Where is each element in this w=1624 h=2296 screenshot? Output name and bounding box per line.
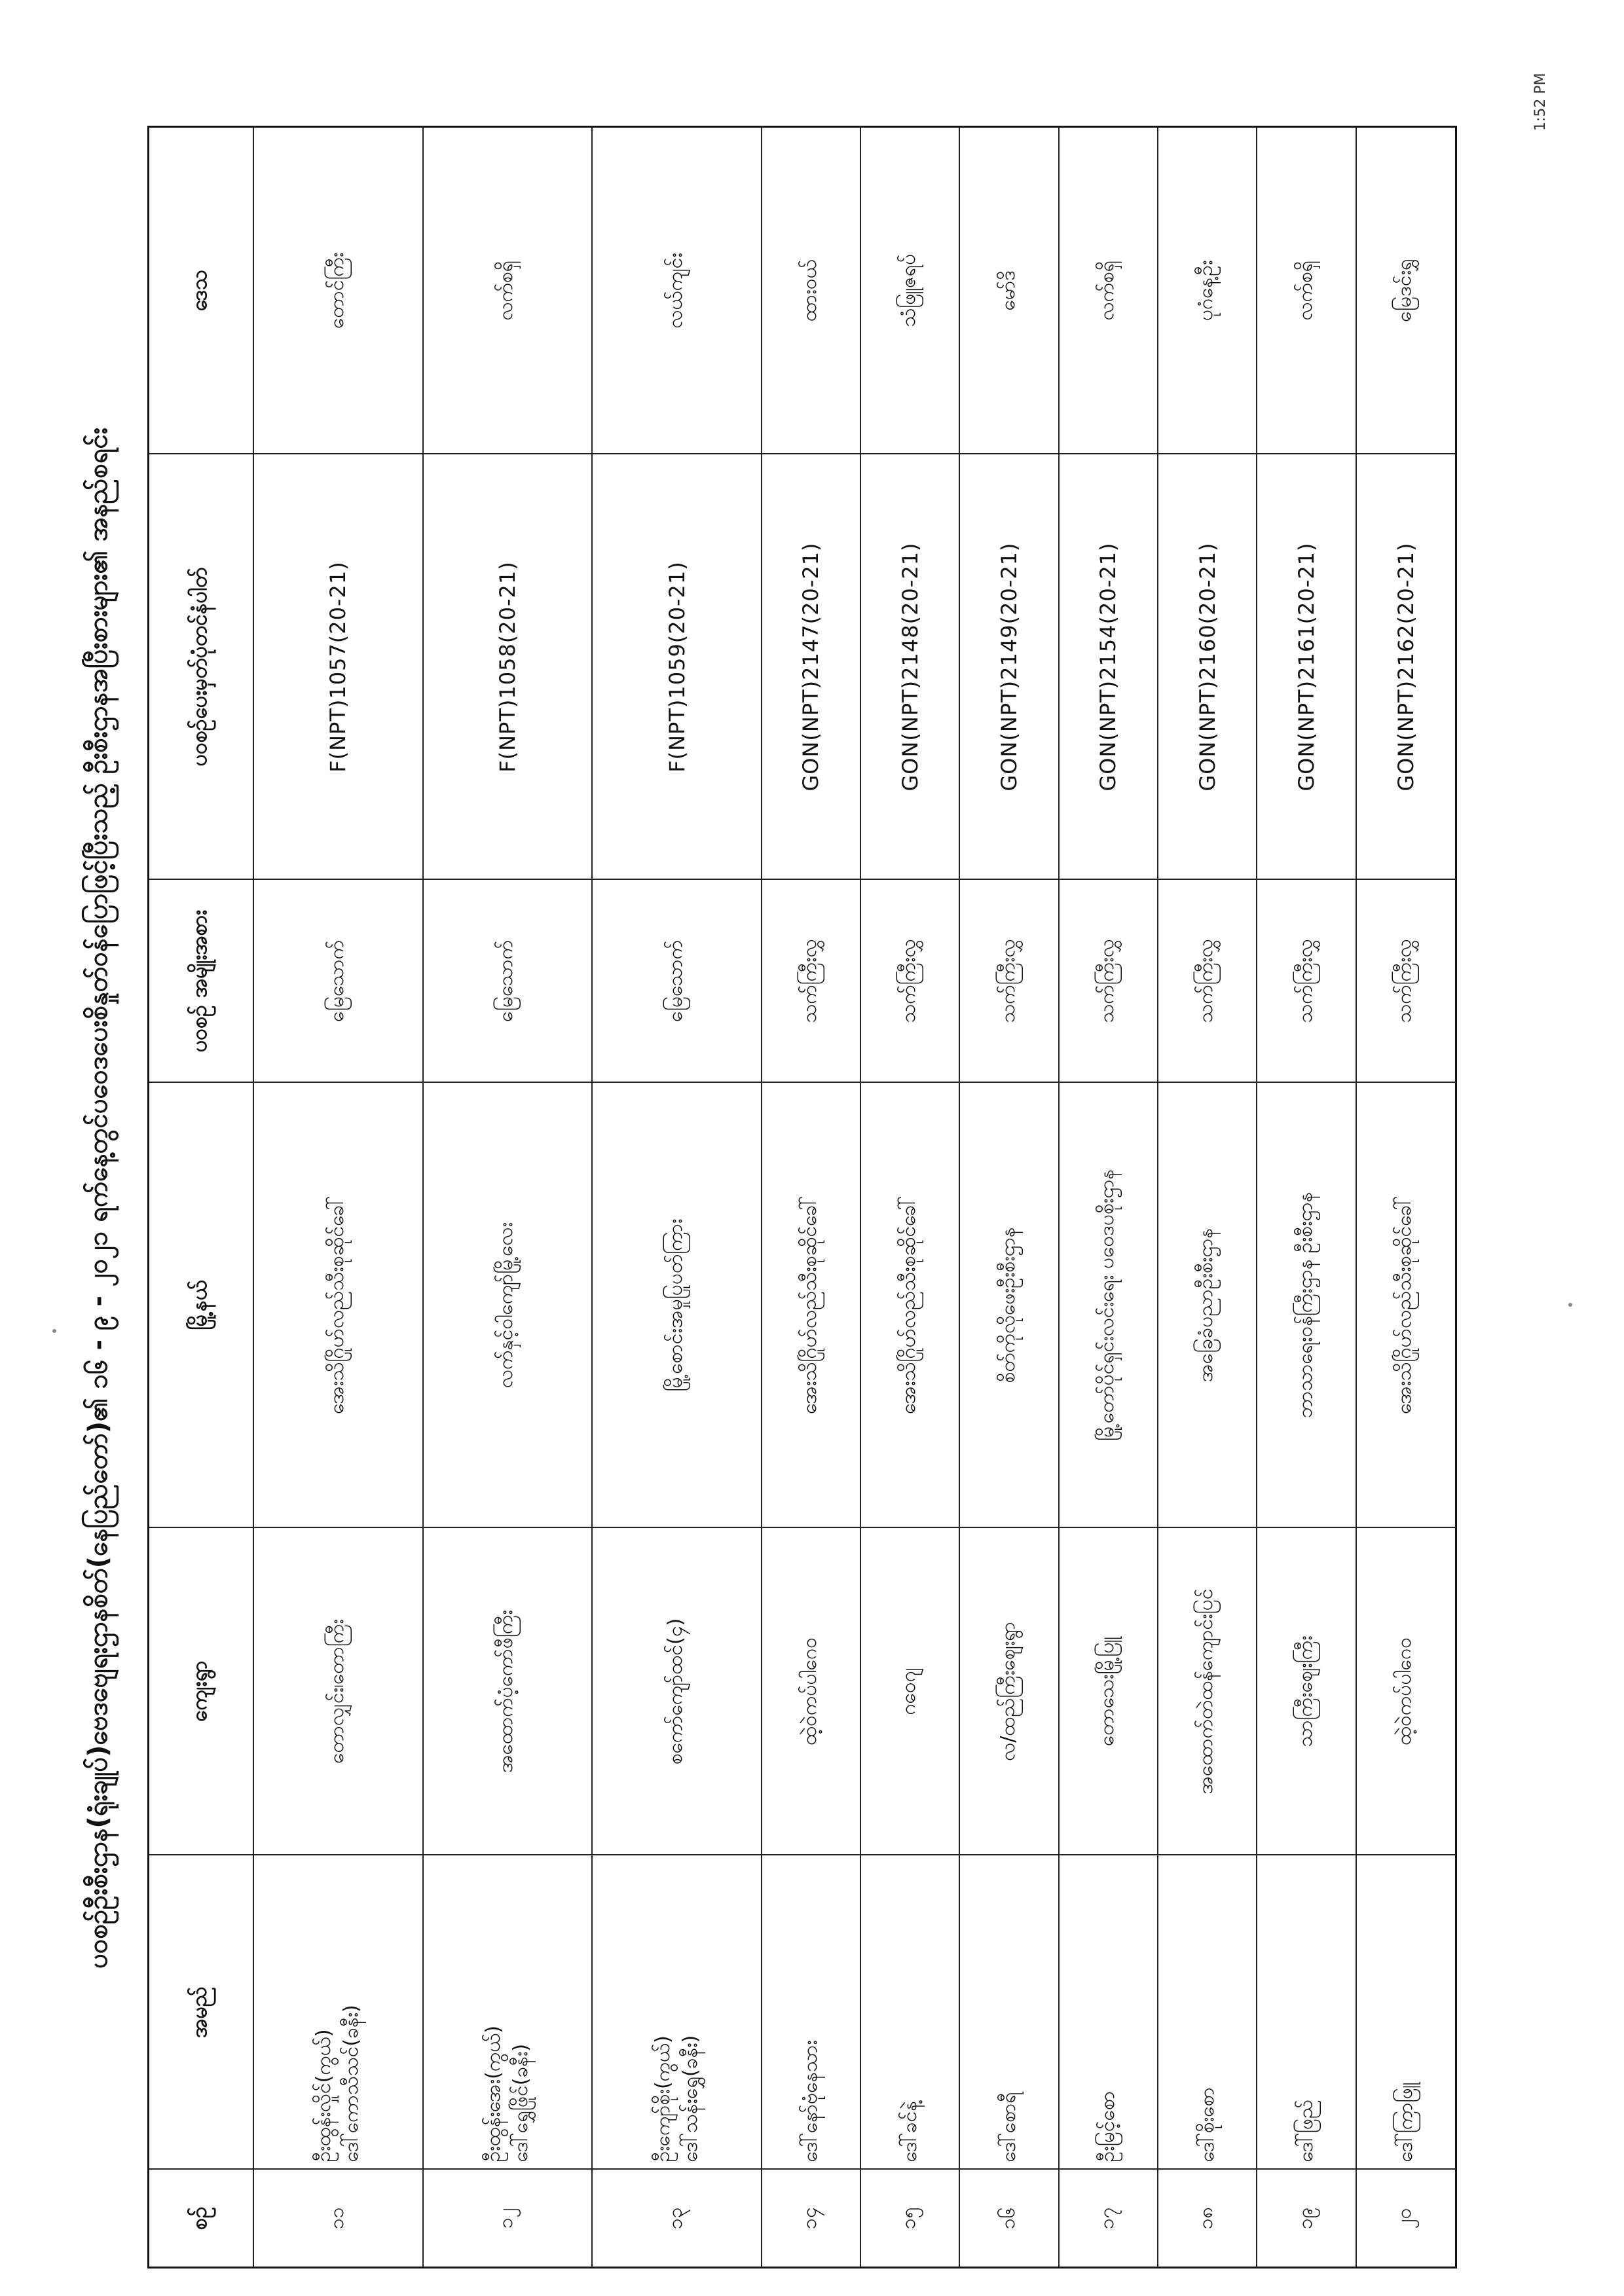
scan-speck xyxy=(1568,1303,1572,1307)
cell-township: မြို့တော်ပိုင်ရှင်းလင်းရေး ပဝေဒပစိုးဌာန xyxy=(1059,1083,1158,1528)
header-township: မြို့နယ် xyxy=(149,1083,254,1528)
cell-type: သက်ကြီးလွှ xyxy=(1356,880,1456,1083)
cell-region: တောင်ကြီး xyxy=(253,127,423,454)
cell-type: သက်ကြီးလွှ xyxy=(1059,880,1158,1083)
cell-village: ထဲ့ဝဲကပ်ပါဂေဝ xyxy=(1356,1528,1456,1855)
cell-township: အေးသိဂြိုဟ်လည်သီးစုဆိုင်ခေါ် xyxy=(1356,1083,1456,1528)
table-header-row xyxy=(149,127,254,2268)
table-row xyxy=(592,127,762,2268)
table-row xyxy=(1059,127,1158,2268)
table-row xyxy=(1158,127,1257,2268)
header-permit-no: ပဝစဉ်ပေးမှတ်ပုံတင်နံပါတ် xyxy=(149,454,254,880)
header-name: အမည် xyxy=(149,1855,254,2170)
cell-no: ၁၈ xyxy=(1158,2170,1257,2268)
name-line-1: ဒေါ်နော်ဗုံနေသား xyxy=(799,2040,822,2162)
name-line-1: ဦးထွန်းအေး(ကွယ်) xyxy=(481,2025,505,2162)
cell-region: ထားဝယ် xyxy=(762,127,860,454)
cell-type: မြေသောက် xyxy=(592,880,762,1083)
cell-village: တောသေးမြို့ပြူ xyxy=(1059,1528,1158,1855)
name-line-1: ဒေါ်စောရီ xyxy=(997,2092,1021,2162)
scan-speck xyxy=(52,1329,56,1333)
cell-name xyxy=(762,1855,860,2170)
table-row xyxy=(423,127,593,2268)
header-no: စဉ် xyxy=(149,2170,254,2268)
table-row xyxy=(762,127,860,2268)
name-line-2: ဒေါ်ကောသီသင်(ခနီး) xyxy=(340,2005,363,2162)
cell-no: ၂၀ xyxy=(1356,2170,1456,2268)
cell-name xyxy=(959,1855,1058,2170)
table-row xyxy=(253,127,423,2268)
cell-region: သံဖြူဇရပ် xyxy=(860,127,959,454)
cell-village: အထောက်ပံ့ကော်ဖီကြီး xyxy=(423,1528,593,1855)
cell-permit-no: GON(NPT)2148(20-21) xyxy=(860,454,959,880)
cell-village: စကော်ကျော်ထင်(၄) xyxy=(592,1528,762,1855)
cell-permit-no: F(NPT)1058(20-21) xyxy=(423,454,593,880)
header-region: ဒေသ xyxy=(149,127,254,454)
cell-region: လယ်ကျင်း xyxy=(592,127,762,454)
cell-no: ၁၁ xyxy=(253,2170,423,2268)
header-type: ပဝစဉ် အမျိုးအစား xyxy=(149,880,254,1083)
cell-permit-no: GON(NPT)2149(20-21) xyxy=(959,454,1058,880)
cell-village: သာကြီးဈေးကြီး xyxy=(1257,1528,1356,1855)
cell-permit-no: GON(NPT)2162(20-21) xyxy=(1356,454,1456,880)
cell-village: လ/ထည်ကြီးဈေးရွာ xyxy=(959,1528,1058,1855)
cell-no: ၁၅ xyxy=(860,2170,959,2268)
cell-type: သက်ကြီးလွှ xyxy=(1158,880,1257,1083)
cell-village: အထောက်တဲထန်ကျောင်းပြင် xyxy=(1158,1528,1257,1855)
cell-name xyxy=(592,1855,762,2170)
name-line-1: ဦးကျော်စိုး(ကွယ်) xyxy=(651,2035,674,2162)
cell-region: လက်စရှိ xyxy=(1257,127,1356,454)
table-row xyxy=(1257,127,1356,2268)
cell-type: သက်ကြီးလွှ xyxy=(860,880,959,1083)
cell-village: တောလျှင်း၊တောကြီး xyxy=(253,1528,423,1855)
cell-type: သက်ကြီးလွှ xyxy=(959,880,1058,1083)
cell-township: စိတ်ကိုလိုဖေးဦးစီးဌာန xyxy=(959,1083,1058,1528)
cell-region: လက်စရှိ xyxy=(423,127,593,454)
cell-no: ၁၄ xyxy=(762,2170,860,2268)
cell-permit-no: GON(NPT)2147(20-21) xyxy=(762,454,860,880)
name-line-1: ဒေါ်ကြာဖြူ xyxy=(1393,2082,1417,2162)
cell-township: ဘာသာရေးဝန်ကြီးဌာန ဦးစီးဌာန xyxy=(1257,1083,1356,1528)
table-row xyxy=(1356,127,1456,2268)
rotated-document xyxy=(62,128,1467,2269)
cell-name xyxy=(253,1855,423,2170)
cell-township: အခြေခံပညာဦးစီးဌာန xyxy=(1158,1083,1257,1528)
records-table xyxy=(147,126,1457,2269)
cell-township: လက်နှင့်ဝါကျော်မြို့လေး xyxy=(423,1083,593,1528)
cell-name xyxy=(1356,1855,1456,2170)
cell-region: လက်စရှိ xyxy=(1059,127,1158,454)
table-row xyxy=(860,127,959,2268)
cell-region: ပုဂံနေ့ဦး xyxy=(1158,127,1257,454)
cell-permit-no: GON(NPT)2160(20-21) xyxy=(1158,454,1257,880)
name-line-1: ဦးထွန်းလှိုင်(ကွယ်) xyxy=(312,2029,336,2162)
name-line-1: ဒေါ်ခင်နဲ့ xyxy=(898,2101,921,2162)
cell-village: ဂဝေဂျ xyxy=(860,1528,959,1855)
cell-township: အေးသိဂြိုဟ်လည်သီးစုဆိုင်ခေါ် xyxy=(762,1083,860,1528)
cell-permit-no: GON(NPT)2161(20-21) xyxy=(1257,454,1356,880)
cell-no: ၁၂ xyxy=(423,2170,593,2268)
cell-type: သက်ကြီးလွှ xyxy=(1257,880,1356,1083)
cell-name xyxy=(423,1855,593,2170)
cell-no: ၁၃ xyxy=(592,2170,762,2268)
cell-township: အေးသိဂြိုဟ်လည်သီးစုဆိုင်ခေါ် xyxy=(253,1083,423,1528)
cell-type: မြေသောက် xyxy=(253,880,423,1083)
cell-name xyxy=(1257,1855,1356,2170)
cell-name xyxy=(860,1855,959,2170)
cell-permit-no: F(NPT)1057(20-21) xyxy=(253,454,423,880)
name-line-1: ဦးမြင့်စော xyxy=(1096,2090,1120,2162)
name-line-1: ဒေါ်ဖြည် xyxy=(1295,2100,1318,2162)
print-timestamp: 1:52 PM xyxy=(1532,73,1549,131)
document-title: ပဝစဉ်ဦးစီးဌာန(ရုံးချုပ်)ဗေဒဗျေရးဌာနစိတ်(နေပြည်တော်)၏ ၁၆ - ၉ - ၂၀၂၁ ရက်နေ့တွင်ပဝေဒပေးစိနှုတ်ဝန်ပြောဖြင့်ပြီးသည့် ဦးစီးဌာနအပြီးစားများ၏ အနည်စရင်း xyxy=(83,428,113,1969)
cell-type: သက်ကြီးလွှ xyxy=(762,880,860,1083)
table-body xyxy=(253,127,1456,2268)
cell-permit-no: F(NPT)1059(20-21) xyxy=(592,454,762,880)
cell-village: ထဲ့ဝဲကပ်ပါဂေဝ xyxy=(762,1528,860,1855)
name-line-2: ဒေါ်သန်းရွှေ(ခနီး) xyxy=(678,2035,702,2162)
cell-no: ၁၆ xyxy=(959,2170,1058,2268)
cell-name xyxy=(1158,1855,1257,2170)
name-line-2: ဒေါ်ရွှေဖြိုင်(ခနီး) xyxy=(509,2043,532,2162)
cell-township: မြို့စောင်းအမှုပြုပတ်ကြား xyxy=(592,1083,762,1528)
header-village: ကျေးရွာ xyxy=(149,1528,254,1855)
cell-region: မြေဒင်းရွှ xyxy=(1356,127,1456,454)
cell-no: ၁၉ xyxy=(1257,2170,1356,2268)
cell-region: မော်ဒိ xyxy=(959,127,1058,454)
name-line-1: ဒေါ်စိုးစော xyxy=(1195,2087,1219,2162)
cell-name xyxy=(1059,1855,1158,2170)
cell-township: အေးသိဂြိုဟ်လည်သီးစုဆိုင်ခေါ် xyxy=(860,1083,959,1528)
cell-permit-no: GON(NPT)2154(20-21) xyxy=(1059,454,1158,880)
cell-no: ၁၇ xyxy=(1059,2170,1158,2268)
cell-type: မြေသောက် xyxy=(423,880,593,1083)
table-row xyxy=(959,127,1058,2268)
